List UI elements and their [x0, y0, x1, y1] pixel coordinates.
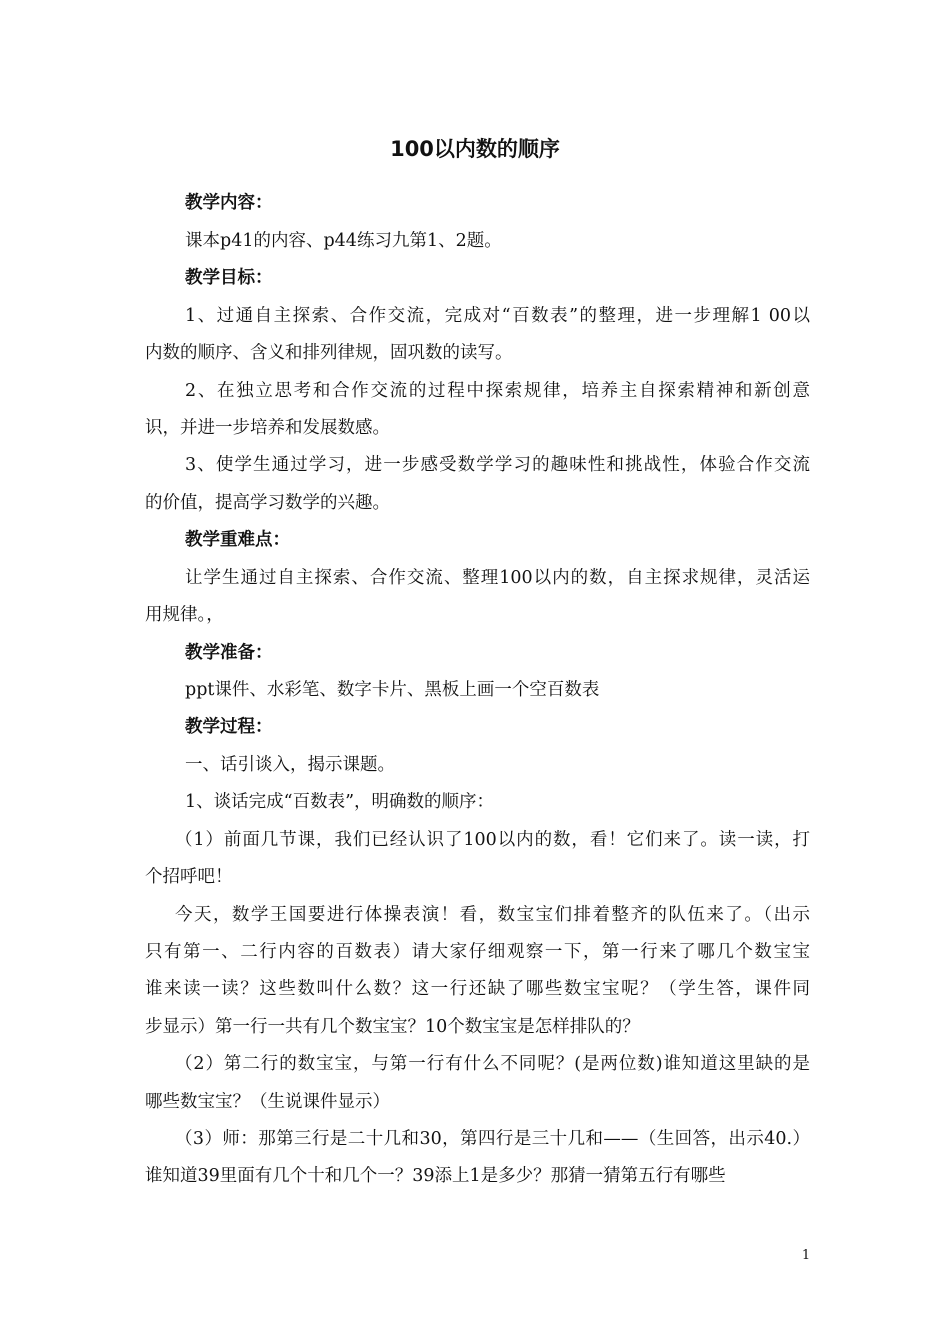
paragraph-line: 只有第一、二行内容的百数表）请大家仔细观察一下，第一行来了哪几个数宝宝: [145, 942, 810, 962]
paragraph-line: 的价值，提高学习数学的兴趣。: [145, 493, 390, 513]
paragraph-line: （3）师：那第三行是二十几和30，第四行是三十几和——（生回答，出示40.）: [175, 1129, 810, 1149]
paragraph-line: 2、在独立思考和合作交流的过程中探索规律，培养主自探索精神和新创意: [185, 381, 810, 401]
paragraph-line: 步显示）第一行一共有几个数宝宝？10个数宝宝是怎样排队的？: [145, 1017, 640, 1037]
paragraph-line: 让学生通过自主探索、合作交流、整理100以内的数，自主探求规律，灵活运: [185, 568, 810, 588]
paragraph-line: 3、使学生通过学习，进一步感受数学学习的趣味性和挑战性，体验合作交流: [185, 455, 810, 475]
paragraph-line: ppt课件、水彩笔、数字卡片、黑板上画一个空百数表: [185, 680, 600, 700]
section-heading-objectives: 教学目标：: [185, 268, 273, 288]
paragraph-line: 课本p41的内容、p44练习九第1、2题。: [185, 231, 502, 251]
paragraph-line: 用规律。，: [145, 605, 224, 625]
paragraph-line: 个招呼吧！: [145, 867, 233, 887]
section-heading-process: 教学过程：: [185, 717, 273, 737]
paragraph-line: （1）前面几节课，我们已经认识了100以内的数，看！它们来了。读一读，打: [175, 830, 810, 850]
paragraph-line: 1、过通自主探索、合作交流，完成对“百数表”的整理，进一步理解1 00以: [185, 306, 810, 326]
section-heading-key-points: 教学重难点：: [185, 530, 290, 550]
paragraph-line: 内数的顺序、含义和排列律规，固巩数的读写。: [145, 343, 513, 363]
page-number: 1: [801, 1248, 811, 1263]
document-title: 100以内数的顺序: [390, 137, 560, 161]
paragraph-line: 谁来读一读？这些数叫什么数？这一行还缺了哪些数宝宝呢？（学生答，课件同: [145, 979, 810, 999]
section-heading-content: 教学内容：: [185, 193, 273, 213]
section-heading-preparation: 教学准备：: [185, 643, 273, 663]
paragraph-line: 一、话引谈入，揭示课题。: [185, 755, 395, 775]
paragraph-line: 识，并进一步培养和发展数感。: [145, 418, 390, 438]
paragraph-line: 哪些数宝宝？（生说课件显示）: [145, 1092, 390, 1112]
paragraph-line: 谁知道39里面有几个十和几个一？39添上1是多少？那猜一猜第五行有哪些: [145, 1166, 726, 1186]
paragraph-line: 今天，数学王国要进行体操表演！看，数宝宝们排着整齐的队伍来了。（出示: [175, 905, 810, 925]
paragraph-line: （2）第二行的数宝宝，与第一行有什么不同呢？(是两位数)谁知道这里缺的是: [175, 1054, 810, 1074]
paragraph-line: 1、谈话完成“百数表”，明确数的顺序：: [185, 792, 495, 812]
